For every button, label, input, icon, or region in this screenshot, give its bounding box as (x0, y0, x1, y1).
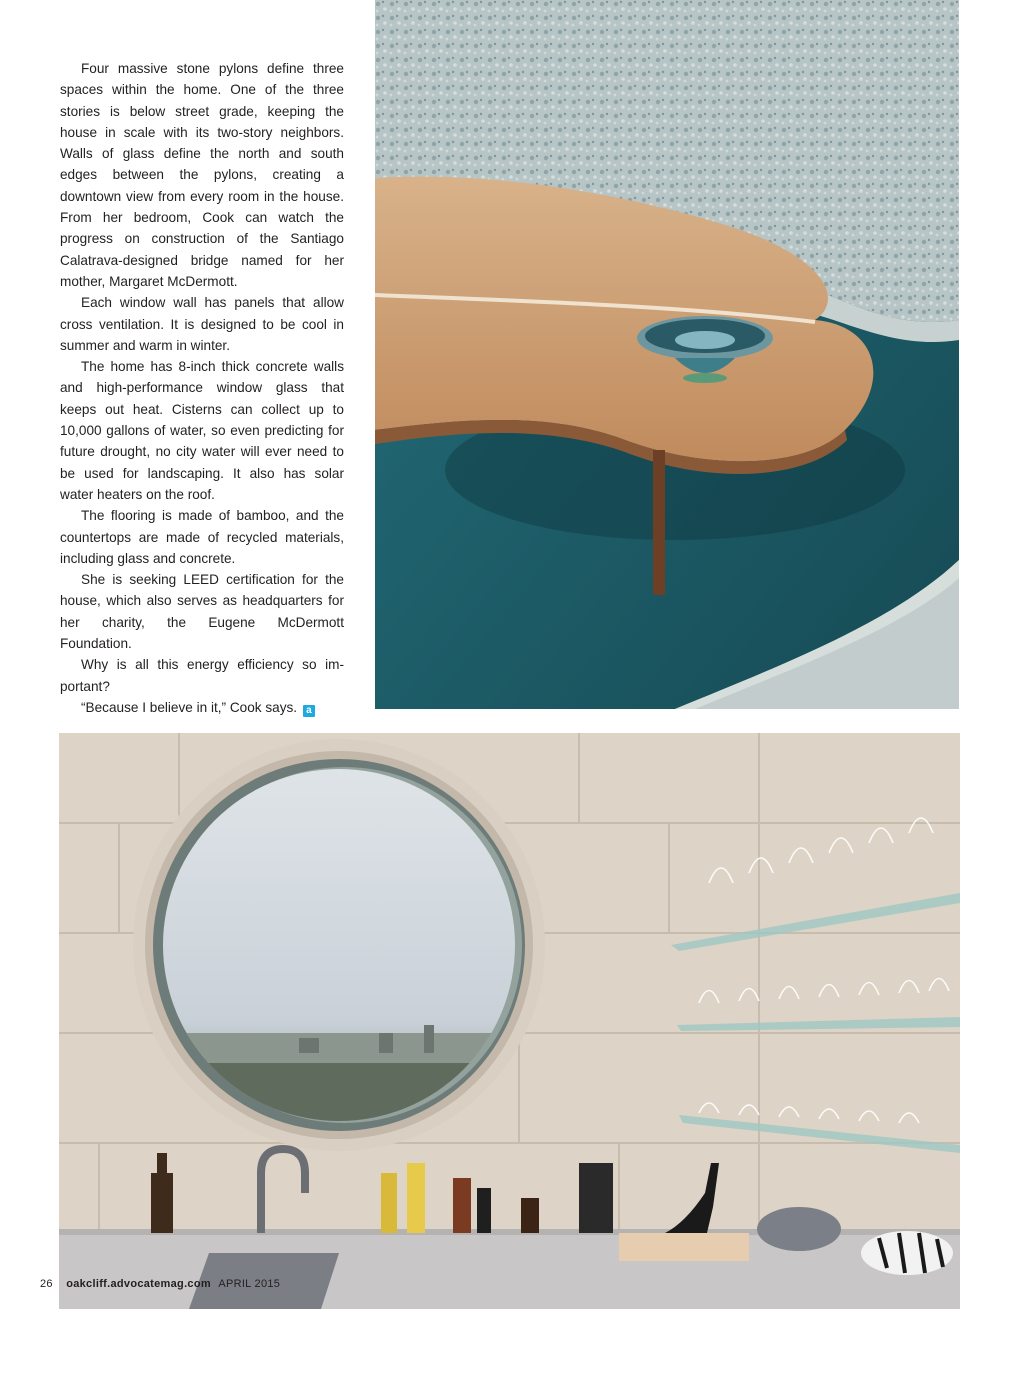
end-mark-icon: a (303, 705, 315, 717)
closing-quote: “Because I believe in it,” Cook says. (81, 699, 298, 715)
living-room-image (375, 0, 959, 709)
paragraph-5: She is seeking LEED certification for the house, which also serves as headquarters for her charity, the Eugene McDermott Foundation. (60, 572, 344, 652)
issue-date: APRIL 2015 (218, 1278, 281, 1290)
wet-bar-image (59, 733, 960, 1309)
paragraph-4: The flooring is made of bamboo, and the countertops are made of recycled materials, including glass and concrete. (60, 508, 344, 566)
page-number: 26 (40, 1278, 53, 1290)
page-footer (40, 1278, 280, 1290)
paragraph-2: Each window wall has panels that allow cross ventilation. It is designed to be cool in summer and warm in winter. (60, 295, 344, 353)
paragraph-1: Four massive stone pylons define three spaces within the home. One of the three stories is below street grade, keeping the house in scale with its two-story neighbors. Walls of glass define the north and south edges between the pylons, creating a downtown view from every room in the house. From her bedroom, Cook can watch the progress on construction of the Santiago Calatrava-designed bridge named for her mother, Margaret McDermott. (60, 61, 344, 289)
website-link[interactable]: oakcliff.advocatemag.com (66, 1278, 211, 1290)
paragraph-6: Why is all this energy efficiency so important? (60, 657, 344, 694)
article-body (60, 58, 344, 718)
paragraph-7 (60, 697, 344, 718)
paragraph-3: The home has 8-inch thick concrete walls and high-performance window glass that keeps out heat. Cisterns can collect up to 10,000 gallons of water, so even predicting for future drought, no city water will ever need to be used for landscaping. It also has solar water heaters on the roof. (60, 359, 344, 502)
wet-bar-photo (59, 733, 960, 1309)
living-room-photo (375, 0, 959, 709)
